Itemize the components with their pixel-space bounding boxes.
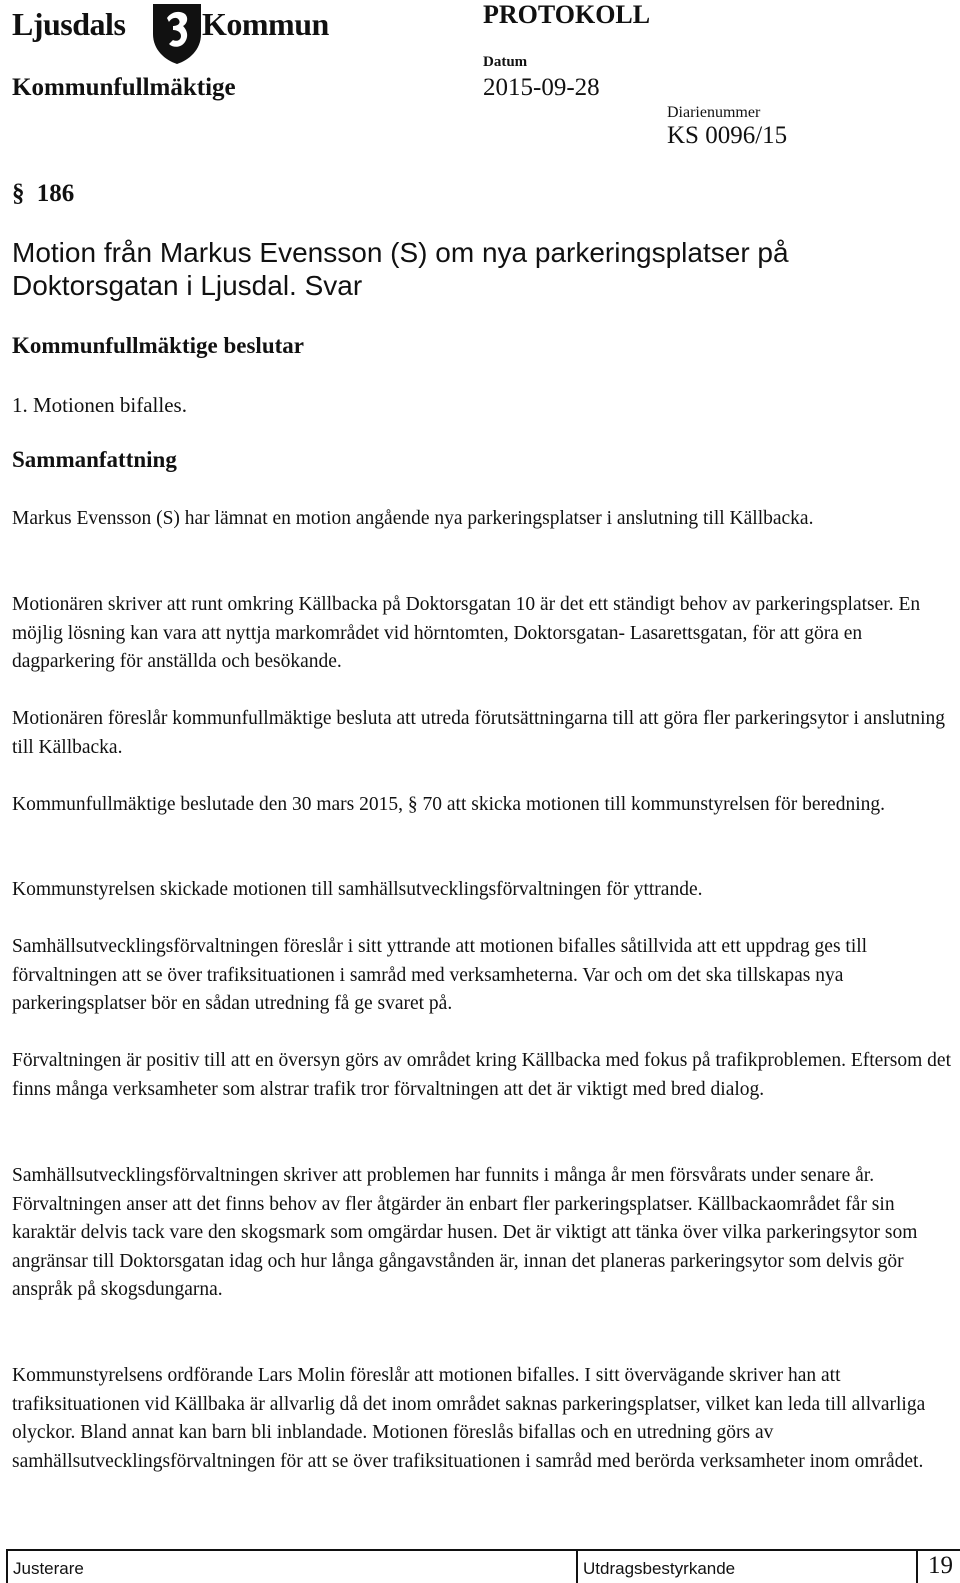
summary-paragraph: Kommunfullmäktige beslutade den 30 mars 2015, § 70 att skicka motionen till kommunstyrelsen för beredning. <box>12 794 886 815</box>
summary-paragraph: Samhällsutvecklingsförvaltningen föreslår i sitt yttrande att motionen bifalles såtillvida att ett uppdrag ges till förvaltningen att se över trafiksituationen i samråd med verksamheterna. Var och om det ska tillskapas nya parkeringsplatser bör en sådan utredning få ge svaret på. <box>12 936 868 1014</box>
logo-text-right: Kommun <box>202 6 329 42</box>
decision-heading: Kommunfullmäktige beslutar <box>12 333 304 358</box>
municipality-logo <box>12 0 332 70</box>
paragraph-symbol: § <box>12 180 25 207</box>
utdrag-box <box>576 1551 918 1583</box>
summary-heading: Sammanfattning <box>12 447 177 472</box>
paragraph-value: 186 <box>36 180 75 207</box>
summary-paragraph: Samhällsutvecklingsförvaltningen skriver att problemen har funnits i många år men försvårats under senare år. Förvaltningen anser att det finns behov av fler åtgärder än enbart fler parkeringsplatser. Källbackaområdet får sin karaktär delvis tack vare den skogsmark som omgärdar husen. Det är viktigt att tänka över vilka parkeringsytor som angränsar till Doktorsgatan idag och hur långa gångavstånden är, innan det planeras parkeringsytor som delvis gör anspråk på skogsdungarna. <box>12 1165 918 1300</box>
page-title <box>12 236 912 302</box>
page-number: 19 <box>928 1552 953 1579</box>
organization-name: Kommunfullmäktige <box>12 74 236 101</box>
coat-of-arms-icon <box>149 0 205 66</box>
date-label: Datum <box>483 54 528 70</box>
date-value: 2015-09-28 <box>483 74 600 101</box>
summary-paragraph: Förvaltningen är positiv till att en översyn görs av området kring Källbacka med fokus på trafikproblemen. Eftersom det finns många verksamheter som alstrar trafik tror förvaltningen att det är viktigt med bred dialog. <box>12 1050 951 1100</box>
summary-paragraph: Markus Evensson (S) har lämnat en motion angående nya parkeringsplatser i anslutning till Källbacka. <box>12 508 814 529</box>
paragraph-number <box>12 180 74 208</box>
summary-paragraph: Kommunstyrelsen skickade motionen till samhällsutvecklingsförvaltningen för yttrande. <box>12 879 703 900</box>
utdrag-label: Utdragsbestyrkande <box>583 1559 736 1578</box>
summary-paragraph: Motionären föreslår kommunfullmäktige besluta att utreda förutsättningarna till att göra fler parkeringsytor i anslutning till Källbacka. <box>12 708 946 758</box>
document-type: PROTOKOLL <box>483 0 651 29</box>
title-line: Motion från Markus Evensson (S) om nya parkeringsplatser på <box>12 237 789 268</box>
decision-item: 1. Motionen bifalles. <box>12 393 187 417</box>
title-line: Doktorsgatan i Ljusdal. Svar <box>12 270 363 301</box>
summary-paragraph: Kommunstyrelsens ordförande Lars Molin föreslår att motionen bifalles. I sitt övervägande skriver han att trafiksituationen vid Källbaka är allvarlig då det inom området saknas parkeringsplatser, vilket kan leda till allvarliga olyckor. Bland annat kan barn bli inblandade. Motionen föreslås bifallas och en utredning görs av samhällsutvecklingsförvaltningen för att se över trafiksituationen i samråd med berörda verksamheter inom området. <box>12 1365 926 1472</box>
registration-number-label: Diarienummer <box>667 104 761 121</box>
justerare-label: Justerare <box>13 1559 84 1578</box>
logo-text-left: Ljusdals <box>12 6 126 42</box>
summary-paragraph: Motionären skriver att runt omkring Källbacka på Doktorsgatan 10 är det ett ständigt behov av parkeringsplatser. En möjlig lösning kan vara att nyttja markområdet vid hörntomten, Doktorsgatan- Lasarettsgatan, för att göra en dagparkering för anställda och besökande. <box>12 594 921 672</box>
justerare-box <box>6 1551 308 1583</box>
registration-number-value: KS 0096/15 <box>667 122 788 149</box>
